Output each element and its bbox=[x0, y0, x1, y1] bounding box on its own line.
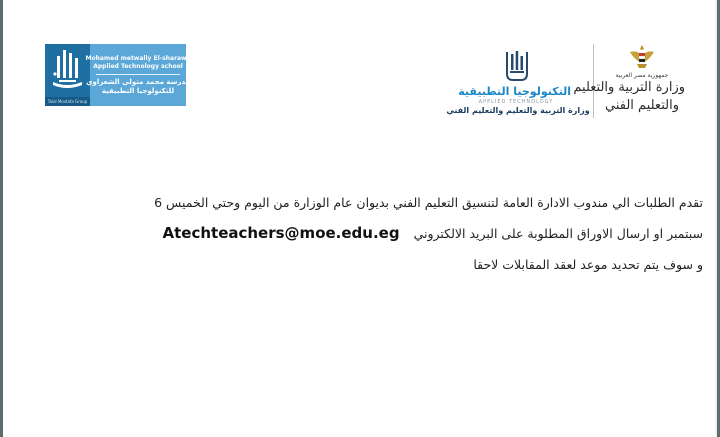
applied-technology-subtitle: APPLIED TECHNOLOGY bbox=[478, 99, 554, 105]
email-address: Atechteachers@moe.edu.eg bbox=[162, 224, 400, 242]
egypt-eagle-icon bbox=[627, 42, 657, 72]
applied-ministry-line: وزارة التربية والتعليم والتعليم الفني bbox=[446, 106, 590, 115]
school-logo-text bbox=[85, 44, 191, 106]
tower-emblem-icon bbox=[45, 44, 90, 97]
announcement-line-2-text: سبتمبر او ارسال الاوراق المطلوبة على البريد الالكتروني bbox=[413, 226, 703, 241]
school-name-english-1: Mohamed metwally El-sharawy bbox=[85, 54, 191, 62]
applied-technology-emblem-icon bbox=[501, 48, 533, 84]
announcement-text bbox=[103, 187, 703, 280]
school-name-english-2: Applied Technology school bbox=[93, 62, 183, 70]
announcement-line-1: تقدم الطلبات الي مندوب الادارة العامة لتنسيق التعليم الفني بديوان عام الوزارة من اليوم وحتي الخميس 6 bbox=[154, 195, 703, 210]
school-name-arabic-2: للتكنولوجيا التطبيقية bbox=[101, 86, 175, 95]
ministry-logo bbox=[573, 40, 685, 120]
applied-technology-title: التكنولوجيا التطبيقية bbox=[458, 85, 571, 98]
school-name-arabic-1: مدرسة محمد متولي الشعراوي bbox=[86, 77, 190, 86]
ministry-country-text: جمهورية مصر العربية bbox=[615, 72, 669, 79]
announcement-line-3: و سوف يتم تحديد موعد لعقد المقابلات لاحقا bbox=[473, 257, 703, 272]
announcement-line-2 bbox=[103, 218, 703, 249]
ministry-calligraphy-2: والتعليم الفني bbox=[605, 98, 679, 113]
applied-technology-logo bbox=[443, 44, 593, 116]
school-logo bbox=[45, 44, 191, 106]
school-logo-divider bbox=[96, 74, 180, 75]
school-logo-caption: Talal Mostafa Group bbox=[45, 97, 90, 106]
document-page bbox=[3, 0, 715, 437]
ministry-calligraphy-1: وزارة التربية والتعليم bbox=[573, 80, 685, 95]
school-logo-mark bbox=[45, 44, 90, 106]
